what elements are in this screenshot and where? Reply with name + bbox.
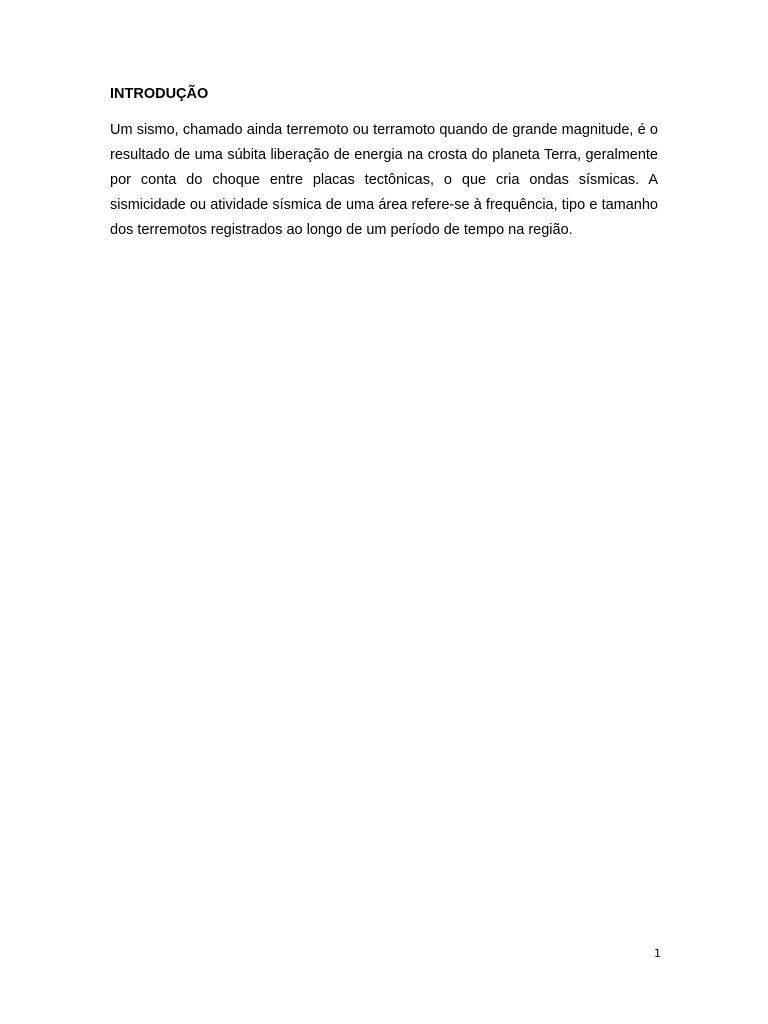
section-heading: INTRODUÇÃO <box>110 86 209 102</box>
body-paragraph: Um sismo, chamado ainda terremoto ou terramoto quando de grande magnitude, é o resultado de uma súbita liberação de energia na crosta do planeta Terra, geralmente por conta do choque entre placas tectônicas, o que cria ondas sísmicas. A sismicidade ou atividade sísmica de uma área refere-se à frequência, tipo e tamanho dos terremotos registrados ao longo de um período de tempo na região. <box>110 122 658 238</box>
page-number: 1 <box>654 947 661 960</box>
